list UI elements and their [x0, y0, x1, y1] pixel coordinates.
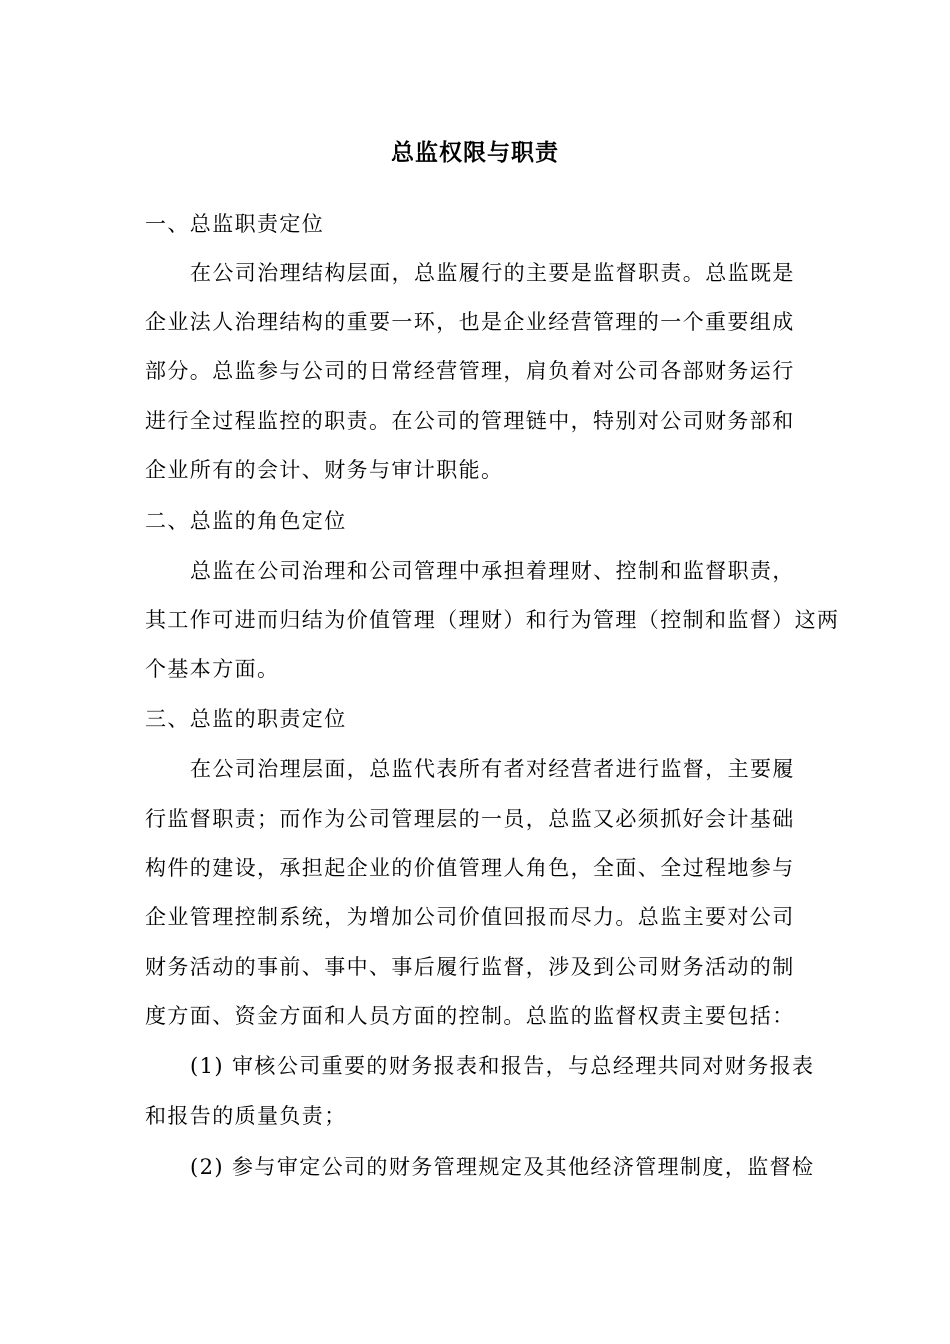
paragraph-line: 进行全过程监控的职责。在公司的管理链中，特别对公司财务部和: [145, 409, 795, 433]
paragraph-line: 行监督职责；而作为公司管理层的一员，总监又必须抓好会计基础: [145, 807, 795, 831]
paragraph-line: 构件的建设，承担起企业的价值管理人角色，全面、全过程地参与: [145, 856, 795, 880]
paragraph-line: 企业管理控制系统，为增加公司价值回报而尽力。总监主要对公司: [145, 905, 795, 929]
section-heading-3: 三、总监的职责定位: [145, 707, 347, 731]
paragraph-line: 企业所有的会计、财务与审计职能。: [145, 458, 504, 482]
paragraph-line: 在公司治理结构层面，总监履行的主要是监督职责。总监既是: [190, 261, 795, 285]
paragraph-line: 总监在公司治理和公司管理中承担着理财、控制和监督职责，: [190, 559, 795, 583]
paragraph-line: 度方面、资金方面和人员方面的控制。总监的监督权责主要包括：: [145, 1004, 795, 1028]
paragraph-line: 企业法人治理结构的重要一环，也是企业经营管理的一个重要组成: [145, 310, 795, 334]
paragraph-line: 财务活动的事前、事中、事后履行监督，涉及到公司财务活动的制: [145, 955, 795, 979]
section-heading-2: 二、总监的角色定位: [145, 509, 347, 533]
list-item-1-continued: 和报告的质量负责；: [145, 1104, 347, 1128]
paragraph-line: 部分。总监参与公司的日常经营管理，肩负着对公司各部财务运行: [145, 359, 795, 383]
list-item-1: (1) 审核公司重要的财务报表和报告，与总经理共同对财务报表: [190, 1054, 815, 1078]
list-item-2: (2) 参与审定公司的财务管理规定及其他经济管理制度，监督检: [190, 1155, 815, 1179]
section-heading-1: 一、总监职责定位: [145, 212, 325, 236]
paragraph-line: 在公司治理层面，总监代表所有者对经营者进行监督，主要履: [190, 757, 795, 781]
paragraph-line: 其工作可进而归结为价值管理（理财）和行为管理（控制和监督）这两: [145, 608, 840, 632]
document-title: 总监权限与职责: [391, 139, 559, 166]
paragraph-line: 个基本方面。: [145, 657, 280, 681]
